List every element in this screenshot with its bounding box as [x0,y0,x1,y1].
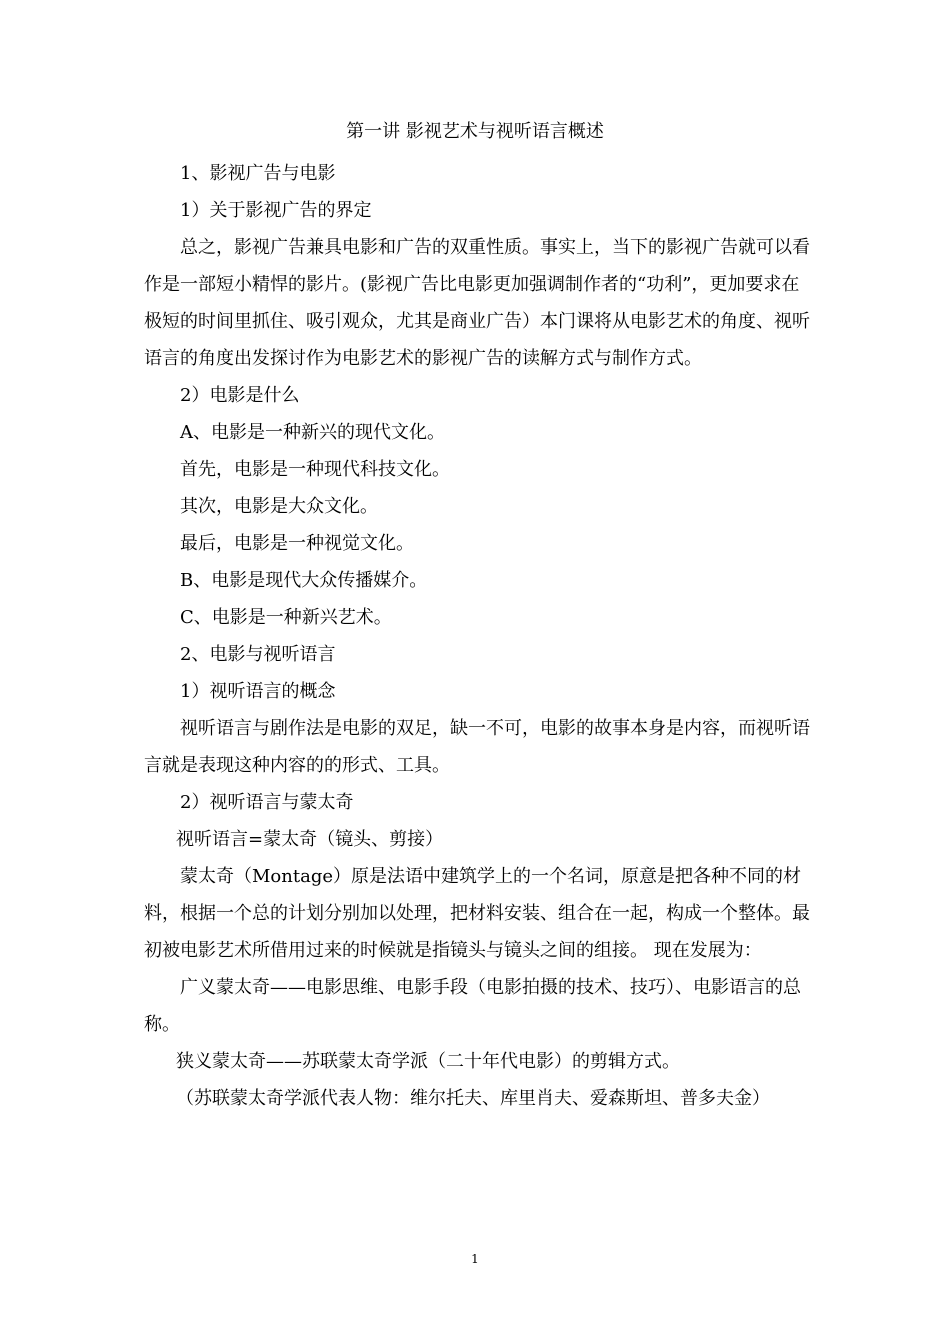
subsection-heading-1-1: 1）关于影视广告的界定 [180,200,372,221]
body-paragraph-ad-definition: 总之，影视广告兼具电影和广告的双重性质。事实上，当下的影视广告就可以看作是一部短小精悍的影片。(影视广告比电影更加强调制作者的“功利”，更加要求在极短的时间里抓住、吸引观众，尤其是商业广告）本门课将从电影艺术的角度、视听语言的角度出发探讨作为电影艺术的影视广告的读解方式与制作方式。 [144,237,810,369]
list-item-first: 首先，电影是一种现代科技文化。 [180,459,450,480]
section-heading-2: 2、电影与视听语言 [180,644,336,665]
list-item-last: 最后，电影是一种视觉文化。 [180,533,414,554]
body-paragraph-audiovisual-language: 视听语言与剧作法是电影的双足，缺一不可，电影的故事本身是内容，而视听语言就是表现这种内容的的形式、工具。 [144,718,810,776]
page-number: 1 [471,1252,479,1266]
list-item-c: C、电影是一种新兴艺术。 [180,607,392,628]
list-item-b: B、电影是现代大众传播媒介。 [180,570,428,591]
list-item-second: 其次，电影是大众文化。 [180,496,378,517]
list-item-a: A、电影是一种新兴的现代文化。 [180,422,445,443]
subsection-heading-2-1: 1）视听语言的概念 [180,681,336,702]
document-body [144,155,810,1117]
body-paragraph-broad-montage: 广义蒙太奇——电影思维、电影手段（电影拍摄的技术、技巧）、电影语言的总称。 [144,977,801,1035]
body-paragraph-representatives: （苏联蒙太奇学派代表人物：维尔托夫、库里肖夫、爱森斯坦、普多夫金） [176,1088,770,1109]
section-heading-1: 1、影视广告与电影 [180,163,336,184]
subsection-heading-1-2: 2）电影是什么 [180,385,300,406]
formula-line: 视听语言=蒙太奇（镜头、剪接） [176,829,444,850]
subsection-heading-2-2: 2）视听语言与蒙太奇 [180,792,354,813]
body-paragraph-narrow-montage: 狭义蒙太奇——苏联蒙太奇学派（二十年代电影）的剪辑方式。 [176,1051,680,1072]
body-paragraph-montage: 蒙太奇（Montage）原是法语中建筑学上的一个名词，原意是把各种不同的材料，根据一个总的计划分别加以处理，把材料安装、组合在一起，构成一个整体。最初被电影艺术所借用过来的时候就是指镜头与镜头之间的组接。 现在发展为： [144,866,810,961]
page-title: 第一讲 影视艺术与视听语言概述 [346,121,604,142]
